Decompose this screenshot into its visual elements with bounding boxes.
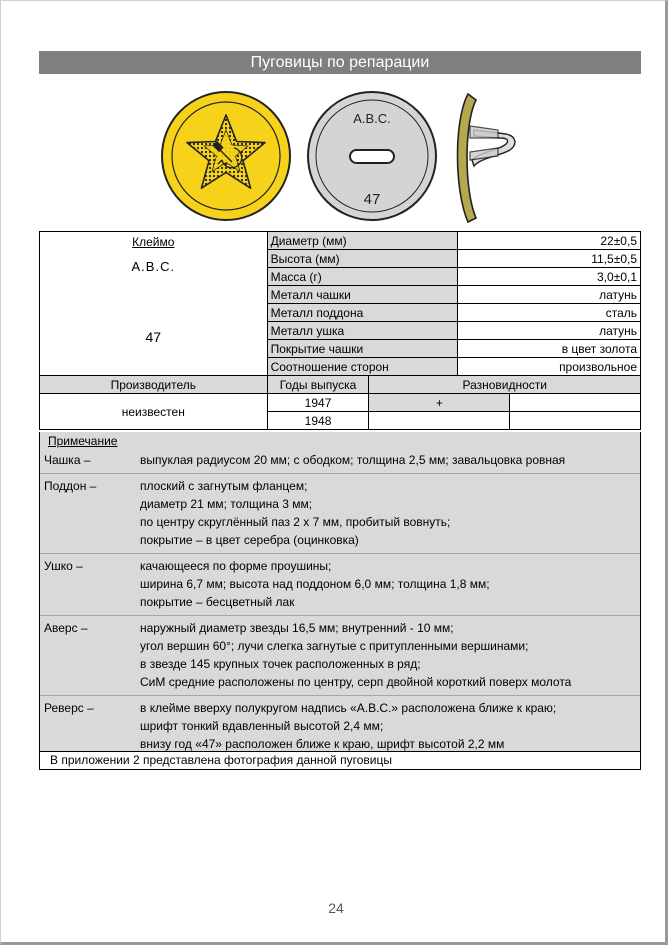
spec-name: Металл поддона xyxy=(267,304,458,322)
profile-illustration xyxy=(458,94,515,222)
note-line: ширина 6,7 мм; высота над поддоном 6,0 мм; толщина 1,8 мм; xyxy=(140,577,490,591)
spec-value: латунь xyxy=(458,286,641,304)
mark-number: 47 xyxy=(145,329,162,345)
note-line: покрытие – в цвет серебра (оцинковка) xyxy=(140,533,359,547)
button-illustrations xyxy=(160,90,530,226)
page-number: 24 xyxy=(328,900,344,916)
note-item xyxy=(40,554,640,616)
note-line: в клейме вверху полукругом надпись «A.B.C.» расположена ближе к краю; xyxy=(140,701,557,715)
slot-icon xyxy=(350,150,394,163)
notes-section xyxy=(39,432,641,758)
spec-name: Масса (г) xyxy=(267,268,458,286)
variant-value xyxy=(369,412,510,430)
spec-name: Покрытие чашки xyxy=(267,340,458,358)
note-key: Чашка – xyxy=(44,453,91,467)
spec-value: латунь xyxy=(458,322,641,340)
note-item xyxy=(40,696,640,757)
spec-value: 22±0,5 xyxy=(458,232,641,250)
note-line: наружный диаметр звезды 16,5 мм; внутренний - 10 мм; xyxy=(140,621,454,635)
header-variants: Разновидности xyxy=(369,376,641,394)
notes-heading: Примечание xyxy=(48,434,118,448)
spec-value: 3,0±0,1 xyxy=(458,268,641,286)
spec-value: произвольное xyxy=(458,358,641,376)
note-line: шрифт тонкий вдавленный высотой 2,4 мм; xyxy=(140,719,384,733)
mark-cell xyxy=(40,232,268,376)
note-line: СиМ средние расположены по центру, серп двойной короткий поверх молота xyxy=(140,675,572,689)
spec-table xyxy=(39,231,641,430)
note-item xyxy=(40,616,640,696)
spec-name: Высота (мм) xyxy=(267,250,458,268)
note-item xyxy=(40,448,640,474)
note-line: внизу год «47» расположен ближе к краю, шрифт высотой 2,2 мм xyxy=(140,737,505,751)
year-value: 1947 xyxy=(267,394,369,412)
note-line: плоский с загнутым фланцем; xyxy=(140,479,308,493)
note-line: покрытие – бесцветный лак xyxy=(140,595,295,609)
note-line: качающееся по форме проушины; xyxy=(140,559,332,573)
spec-name: Диаметр (мм) xyxy=(267,232,458,250)
reverse-year-text: 47 xyxy=(363,191,381,208)
mark-text: A.B.C. xyxy=(131,259,176,274)
note-key: Реверс – xyxy=(44,701,94,715)
reverse-button xyxy=(308,92,436,220)
spec-value: в цвет золота xyxy=(458,340,641,358)
mark-label: Клеймо xyxy=(132,235,175,249)
note-line: по центру скруглённый паз 2 х 7 мм, пробитый вовнуть; xyxy=(140,515,451,529)
footer-note: В приложении 2 представлена фотография данной пуговицы xyxy=(39,751,641,770)
note-key: Ушко – xyxy=(44,559,83,573)
note-line: в звезде 145 крупных точек расположенных в ряд; xyxy=(140,657,421,671)
page-title: Пуговицы по репарации xyxy=(39,51,641,74)
spec-value: сталь xyxy=(458,304,641,322)
note-item xyxy=(40,474,640,554)
note-line: угол вершин 60°; лучи слегка загнутые с притупленными вершинами; xyxy=(140,639,529,653)
spec-value: 11,5±0,5 xyxy=(458,250,641,268)
spec-name: Металл чашки xyxy=(267,286,458,304)
variant-value xyxy=(510,412,641,430)
note-key: Аверс – xyxy=(44,621,88,635)
note-key: Поддон – xyxy=(44,479,97,493)
spec-name: Металл ушка xyxy=(267,322,458,340)
variant-value xyxy=(510,394,641,412)
year-value: 1948 xyxy=(267,412,369,430)
obverse-button xyxy=(162,92,290,220)
note-line: выпуклая радиусом 20 мм; с ободком; толщина 2,5 мм; завальцовка ровная xyxy=(140,453,566,467)
header-years: Годы выпуска xyxy=(267,376,369,394)
spec-name: Соотношение сторон xyxy=(267,358,458,376)
note-line: диаметр 21 мм; толщина 3 мм; xyxy=(140,497,313,511)
variant-value: + xyxy=(369,394,510,412)
reverse-mark-text: A.B.C. xyxy=(353,111,391,126)
maker-value: неизвестен xyxy=(40,394,268,430)
header-maker: Производитель xyxy=(40,376,268,394)
